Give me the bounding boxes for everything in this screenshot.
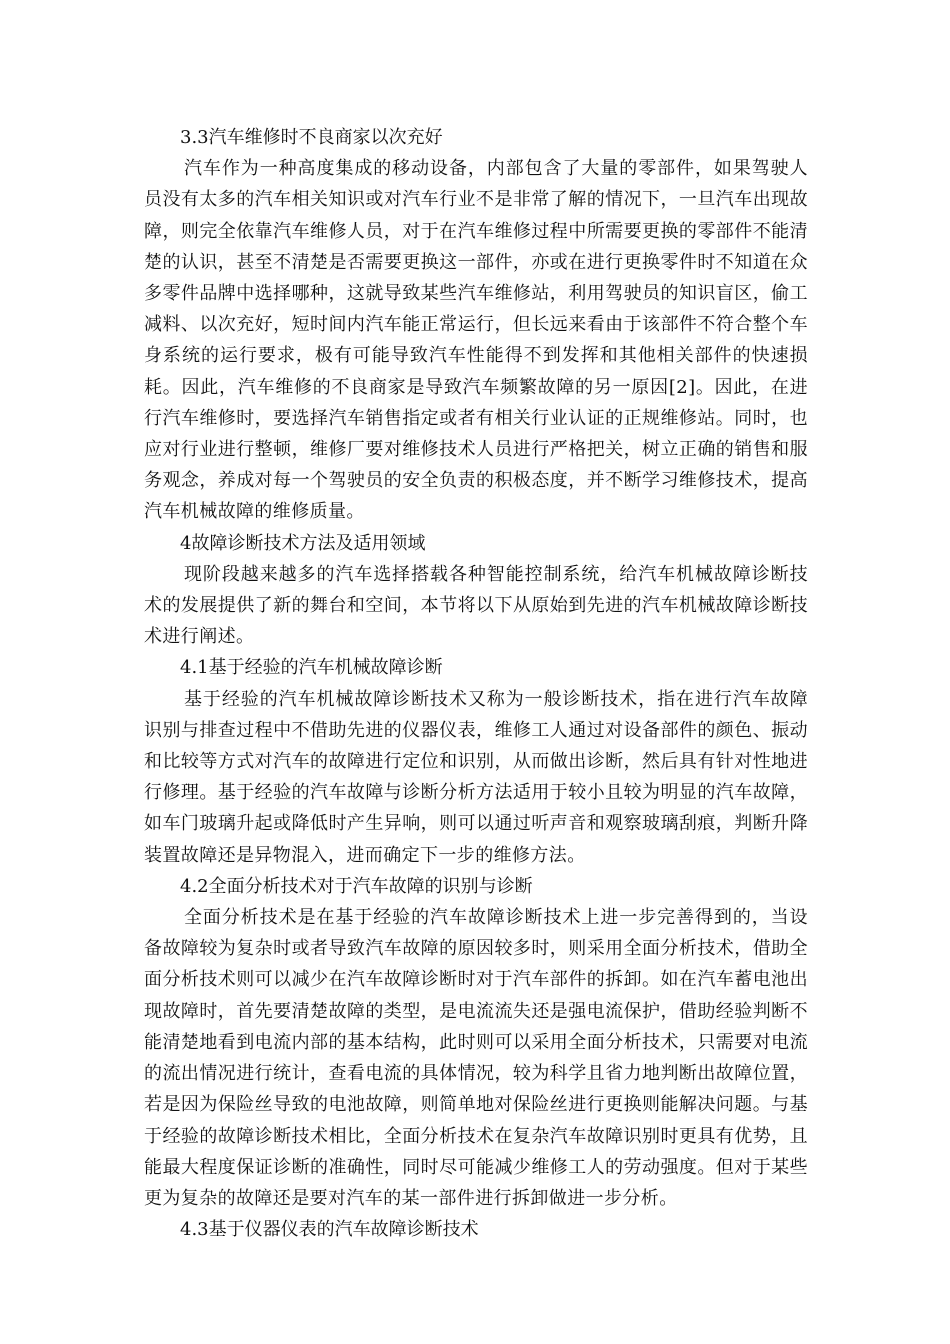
document-body <box>144 122 808 1245</box>
section-paragraph-3-3: 汽车作为一种高度集成的移动设备，内部包含了大量的零部件，如果驾驶人员没有太多的汽车相关知识或对汽车行业不是非常了解的情况下，一旦汽车出现故障，则完全依靠汽车维修人员，对于在汽车维修过程中所需要更换的零部件不能清楚的认识，甚至不清楚是否需要更换这一部件，亦或在进行更换零件时不知道在众多零件品牌中选择哪种，这就导致某些汽车维修站，利用驾驶员的知识盲区，偷工减料、以次充好，短时间内汽车能正常运行，但长远来看由于该部件不符合整个车身系统的运行要求，极有可能导致汽车性能得不到发挥和其他相关部件的快速损耗。因此，汽车维修的不良商家是导致汽车频繁故障的另一原因[2]。因此，在进行汽车维修时，要选择汽车销售指定或者有相关行业认证的正规维修站。同时，也应对行业进行整顿，维修厂要对维修技术人员进行严格把关，树立正确的销售和服务观念，养成对每一个驾驶员的安全负责的积极态度，并不断学习维修技术，提高汽车机械故障的维修质量。 <box>144 158 808 523</box>
section-heading-4-1: 4.1基于经验的汽车机械故障诊断 <box>180 657 443 679</box>
section-paragraph-4: 现阶段越来越多的汽车选择搭载各种智能控制系统，给汽车机械故障诊断技术的发展提供了新的舞台和空间，本节将以下从原始到先进的汽车机械故障诊断技术进行阐述。 <box>144 563 808 648</box>
section-heading-3-3: 3.3汽车维修时不良商家以次充好 <box>180 127 443 148</box>
section-heading-4: 4故障诊断技术方法及适用领域 <box>180 532 426 554</box>
section-paragraph-4-2: 全面分析技术是在基于经验的汽车故障诊断技术上进一步完善得到的，当设备故障较为复杂时或者导致汽车故障的原因较多时，则采用全面分析技术，借助全面分析技术则可以减少在汽车故障诊断时对于汽车部件的拆卸。如在汽车蓄电池出现故障时，首先要清楚故障的类型，是电流流失还是强电流保护，借助经验判断不能清楚地看到电流内部的基本结构，此时则可以采用全面分析技术，只需要对电流的流出情况进行统计，查看电流的具体情况，较为科学且省力地判断出故障位置，若是因为保险丝导致的电池故障，则简单地对保险丝进行更换则能解决问题。与基于经验的故障诊断技术相比，全面分析技术在复杂汽车故障识别时更具有优势，且能最大程度保证诊断的准确性，同时尽可能减少维修工人的劳动强度。但对于某些更为复杂的故障还是要对汽车的某一部件进行拆卸做进一步分析。 <box>144 907 808 1209</box>
section-paragraph-4-1: 基于经验的汽车机械故障诊断技术又称为一般诊断技术，指在进行汽车故障识别与排查过程中不借助先进的仪器仪表，维修工人通过对设备部件的颜色、振动和比较等方式对汽车的故障进行定位和识别，从而做出诊断，然后具有针对性地进行修理。基于经验的汽车故障与诊断分析方法适用于较小且较为明显的汽车故障，如车门玻璃升起或降低时产生异响，则可以通过听声音和观察玻璃刮痕，判断升降装置故障还是异物混入，进而确定下一步的维修方法。 <box>144 688 808 866</box>
section-heading-4-3: 4.3基于仪器仪表的汽车故障诊断技术 <box>180 1219 479 1241</box>
section-heading-4-2: 4.2全面分析技术对于汽车故障的识别与诊断 <box>180 875 533 897</box>
